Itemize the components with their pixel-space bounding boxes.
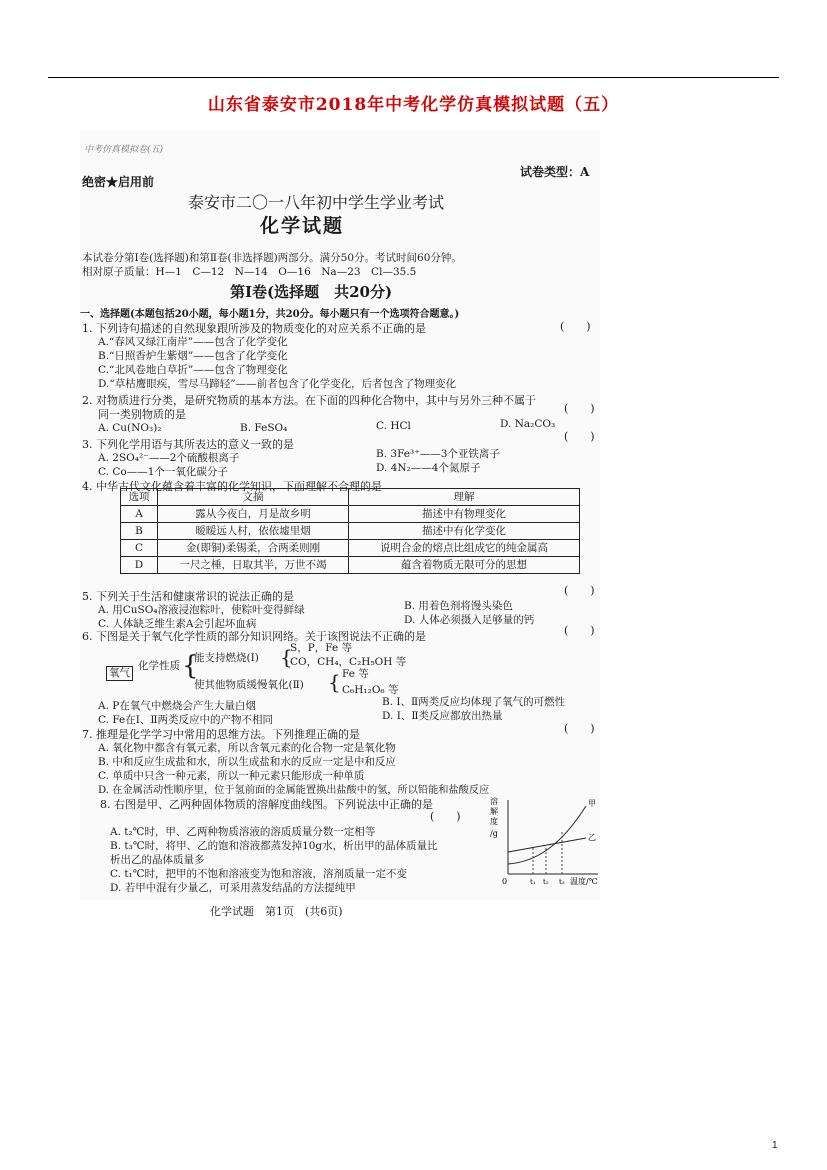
q2-stem: 2. 对物质进行分类，是研究物质的基本方法。在下面的四种化合物中，其中与另外三种不属于 [82,394,536,407]
atomic-masses: 相对原子质量：H—1 C—12 N—14 O—16 Na—23 Cl—35.5 [82,266,417,278]
q4-table [120,488,580,574]
q6-stem: 6. 下图是关于氧气化学性质的部分知识网络。关于该图说法不正确的是 [82,630,426,643]
q4-cell: 描述中有化学变化 [349,523,580,540]
q2-option-d: D. Na₂CO₃ [500,418,556,430]
chart-tick-t2: t₂ [543,878,549,886]
q8-option-d: D. 若甲中混有少量乙，可采用蒸发结晶的方法提纯甲 [110,882,356,894]
q4-cell: D [121,557,158,574]
chart-ylabel-3: 度 [490,817,498,826]
q3-option-c: C. Co——1个一氧化碳分子 [98,466,228,478]
q1-answer-paren: ( ) [560,320,591,333]
q4-cell: B [121,523,158,540]
q6-brace-main: { [182,651,199,681]
q8-answer-paren: ( ) [430,810,461,823]
q7-stem: 7. 推理是化学学习中常用的思维方法。下列推理正确的是 [82,728,360,741]
q2-option-c: C. HCl [376,420,411,432]
q6-branch-slow-oxidation: 使其他物质缓慢氧化(Ⅱ) [194,679,304,691]
q2-stem-cont: 同一类别物质的是 [98,408,186,421]
q7-option-d: D. 在金属活动性顺序里，位于氢前面的金属能置换出盐酸中的氢，所以铅能和盐酸反应 [98,785,490,796]
handwritten-note: 中考仿真模拟卷(五) [84,145,164,155]
q4-cell: 金(即铜)柔锡柔，合两柔则刚 [158,540,349,557]
q3-option-d: D. 4N₂——4个氮原子 [376,462,481,474]
exam-page-footer: 化学试题 第1页 (共6页) [210,905,343,918]
table-row [121,506,580,523]
q4-header-excerpt: 文摘 [158,489,349,506]
q1-option-a: A.“春风又绿江南岸”——包含了化学变化 [98,336,288,348]
q1-option-d: D.“草枯鹰眼疾，雪尽马蹄轻”——前者包含了化学变化，后者包含了物理变化 [98,378,457,390]
q6-option-a: A. P在氧气中燃烧会产生大量白烟 [98,700,256,712]
q8-option-c: C. t₁℃时，把甲的不饱和溶液变为饱和溶液，溶剂质量一定不变 [110,868,408,880]
q5-option-c: C. 人体缺乏维生素A会引起坏血病 [98,618,257,630]
q4-header-meaning: 理解 [349,489,580,506]
q6-node-oxygen: 氧气 [106,666,133,681]
q6-branch2-items2: C₆H₁₂O₆ 等 [342,684,399,696]
q8-option-a: A. t₂℃时，甲、乙两种物质溶液的溶质质量分数一定相等 [110,826,376,838]
q6-answer-paren: ( ) [564,624,595,637]
chart-ylabel-1: 溶 [490,797,498,806]
q6-branch-combustion: 能支持燃烧(Ⅰ) [194,652,259,664]
q3-option-a: A. 2SO₄²⁻——2个硫酸根离子 [98,452,240,464]
q3-answer-paren: ( ) [564,430,595,443]
chart-yunit: /g [490,829,498,838]
exam-title: 泰安市二〇一八年初中学生学业考试 [188,193,445,212]
chart-tick-t3: t₃ [559,878,565,886]
q4-stem: 4. 中华古代文化蕴含着丰富的化学知识，下面理解不合理的是 [82,480,382,493]
chart-series-jia: 甲 [588,799,596,808]
part-one-title: 第Ⅰ卷(选择题 共20分) [230,283,393,301]
q7-answer-paren: ( ) [564,722,595,735]
q3-stem: 3. 下列化学用语与其所表达的意义一致的是 [82,438,294,451]
table-row [121,540,580,557]
document-title: 山东省泰安市2018年中考化学仿真模拟试题（五） [207,95,620,115]
chart-ylabel-2: 解 [490,807,498,816]
q7-option-c: C. 单质中只含一种元素，所以一种元素只能形成一种单质 [98,770,365,782]
confidential-mark: 绝密★启用前 [82,175,155,189]
table-row [121,557,580,574]
q5-option-b: B. 用着色剂将馒头染色 [404,600,513,612]
q4-cell: 蕴含着物质无限可分的思想 [349,557,580,574]
section-instructions: 一、选择题(本题包括20小题，每小题1分，共20分。每小题只有一个选项符合题意。) [80,309,460,320]
chart-series-yi: 乙 [588,833,596,842]
solubility-chart [490,792,600,892]
q1-option-c: C.“北风卷地白草折”——包含了物理变化 [98,364,288,376]
q5-stem: 5. 下列关于生活和健康常识的说法正确的是 [82,590,294,603]
table-row [121,523,580,540]
q2-option-b: B. FeSO₄ [240,422,288,434]
q2-answer-paren: ( ) [564,402,595,415]
q5-option-d: D. 人体必须摄入足够量的钙 [404,614,535,626]
q7-option-a: A. 氧化物中都含有氧元素，所以含氧元素的化合物一定是氧化物 [98,742,396,754]
q6-option-b: B. Ⅰ、Ⅱ两类反应均体现了氧气的可燃性 [382,696,566,708]
q8-option-b-cont: 析出乙的晶体质量多 [110,854,205,866]
q6-branch1-items1: S，P，Fe 等 [290,642,353,654]
curve-jia [508,806,586,864]
header-rule [48,77,779,78]
q7-option-b: B. 中和反应生成盐和水，所以生成盐和水的反应一定是中和反应 [98,756,396,768]
q4-cell: 说明合金的熔点比组成它的纯金属高 [349,540,580,557]
q3-option-b: B. 3Fe³⁺——3个亚铁离子 [376,448,500,460]
q4-cell: 暧暧远人村，依依墟里烟 [158,523,349,540]
chart-tick-t1: t₁ [530,878,536,886]
q6-option-d: D. Ⅰ、Ⅱ类反应都放出热量 [382,710,503,722]
q4-header-option: 选项 [121,489,158,506]
q6-option-c: C. Fe在Ⅰ、Ⅱ两类反应中的产物不相同 [98,714,274,726]
q8-stem: 8. 右图是甲、乙两种固体物质的溶解度曲线图。下列说法中正确的是 [100,798,433,811]
q2-option-a: A. Cu(NO₃)₂ [98,422,162,434]
q4-cell: 露从今夜白，月是故乡明 [158,506,349,523]
q6-node-chemical-property: 化学性质 [138,660,180,672]
q4-cell: C [121,540,158,557]
q6-branch2-items1: Fe 等 [342,668,369,680]
q4-cell: A [121,506,158,523]
q1-option-b: B.“日照香炉生紫烟”——包含了化学变化 [98,350,288,362]
q4-cell: 一尺之棰，日取其半，万世不竭 [158,557,349,574]
q6-branch1-items2: CO，CH₄，C₂H₅OH 等 [290,656,407,668]
q6-brace-2: { [328,670,341,694]
chart-xlabel: 温度/℃ [570,877,598,886]
q4-cell: 描述中有物理变化 [349,506,580,523]
scanned-exam-page [80,130,600,918]
chart-origin: 0 [502,877,508,886]
q5-answer-paren: ( ) [564,584,595,597]
paper-type: 试卷类型：A [520,165,590,179]
q5-option-a: A. 用CuSO₄溶液浸泡粽叶，使粽叶变得鲜绿 [98,604,305,616]
q8-option-b: B. t₃℃时，将甲、乙的饱和溶液都蒸发掉10g水，析出甲的晶体质量比 [110,840,438,852]
q1-stem: 1. 下列诗句描述的自然现象跟所涉及的物质变化的对应关系不正确的是 [82,322,426,335]
page-number: 1 [772,1140,778,1151]
exam-intro: 本试卷分第Ⅰ卷(选择题)和第Ⅱ卷(非选择题)两部分。满分50分。考试时间60分钟。 [82,252,462,264]
subject-title: 化学试题 [260,215,345,237]
q6-brace-1: { [280,645,293,669]
